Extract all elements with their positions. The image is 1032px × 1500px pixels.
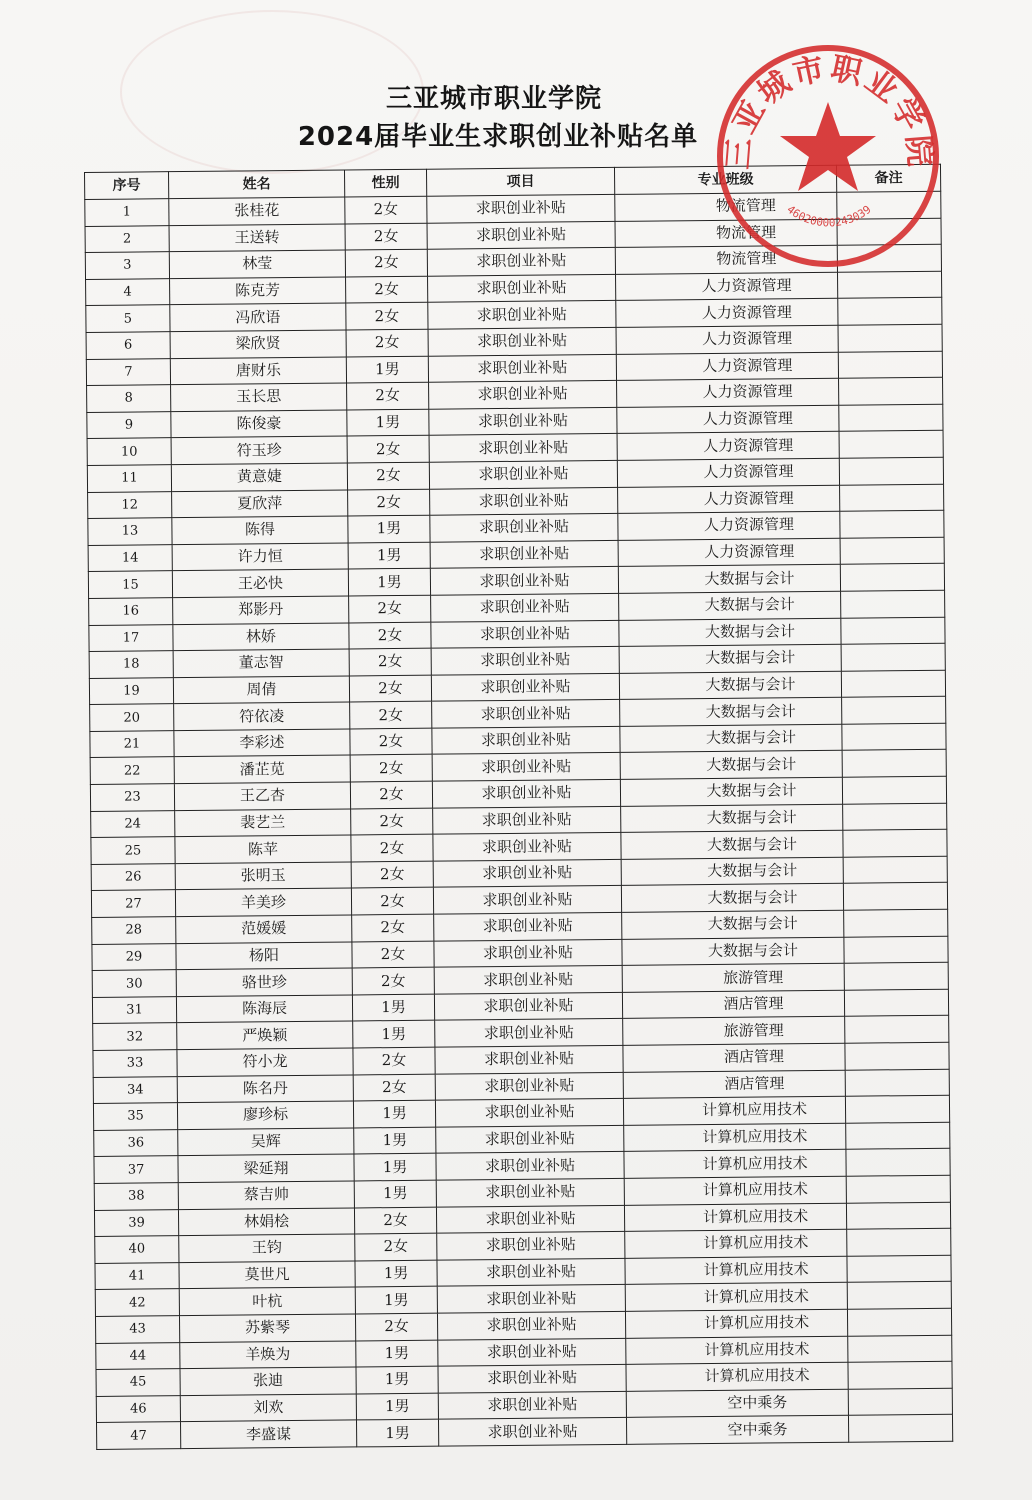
cell-item: 求职创业补贴 [427, 221, 615, 249]
cell-no: 33 [93, 1050, 177, 1077]
cell-item: 求职创业补贴 [429, 381, 617, 409]
cell-major: 计算机应用技术 [625, 1229, 847, 1258]
cell-no: 28 [92, 917, 176, 944]
cell-no: 11 [87, 465, 171, 492]
cell-no: 34 [93, 1076, 177, 1103]
cell-major: 计算机应用技术 [624, 1176, 846, 1205]
cell-no: 37 [94, 1156, 178, 1183]
cell-remark [838, 298, 942, 326]
cell-item: 求职创业补贴 [436, 1205, 624, 1233]
cell-major: 物流管理 [615, 192, 837, 221]
cell-major: 人力资源管理 [617, 378, 839, 407]
cell-name: 苏紫琴 [179, 1314, 355, 1342]
cell-name: 范媛媛 [176, 915, 352, 943]
cell-remark [840, 484, 944, 512]
table-container [84, 164, 953, 1450]
cell-item: 求职创业补贴 [435, 1072, 623, 1100]
cell-major: 人力资源管理 [618, 485, 840, 514]
cell-item: 求职创业补贴 [429, 407, 617, 435]
cell-item: 求职创业补贴 [432, 700, 620, 728]
cell-gender: 2女 [346, 329, 428, 356]
cell-item: 求职创业补贴 [430, 540, 618, 568]
cell-item: 求职创业补贴 [428, 327, 616, 355]
cell-item: 求职创业补贴 [437, 1232, 625, 1260]
cell-gender: 2女 [347, 462, 429, 489]
header-no: 序号 [85, 172, 169, 200]
cell-major: 空中乘务 [626, 1416, 848, 1445]
cell-name: 裴艺兰 [175, 809, 351, 837]
cell-name: 唐财乐 [170, 357, 346, 385]
cell-item: 求职创业补贴 [435, 1019, 623, 1047]
cell-remark [840, 564, 944, 592]
cell-gender: 1男 [356, 1419, 438, 1446]
cell-item: 求职创业补贴 [432, 753, 620, 781]
cell-gender: 2女 [349, 622, 431, 649]
cell-remark [844, 962, 948, 990]
cell-no: 13 [88, 518, 172, 545]
cell-item: 求职创业补贴 [433, 859, 621, 887]
cell-item: 求职创业补贴 [431, 646, 619, 674]
official-seal [712, 40, 944, 272]
cell-no: 15 [88, 571, 172, 598]
cell-major: 大数据与会计 [619, 618, 841, 647]
cell-gender: 1男 [354, 1154, 436, 1181]
cell-remark [842, 697, 946, 725]
cell-gender: 2女 [355, 1313, 437, 1340]
cell-item: 求职创业补贴 [428, 301, 616, 329]
cell-item: 求职创业补贴 [435, 1099, 623, 1127]
cell-name: 郑影丹 [173, 596, 349, 624]
cell-major: 计算机应用技术 [625, 1283, 847, 1312]
cell-name: 林娟桧 [178, 1208, 354, 1236]
cell-major: 物流管理 [615, 245, 837, 274]
cell-no: 1 [85, 199, 169, 226]
cell-major: 大数据与会计 [619, 671, 841, 700]
cell-remark [843, 883, 947, 911]
cell-name: 潘芷苋 [174, 755, 350, 783]
cell-major: 物流管理 [615, 219, 837, 248]
cell-name: 符小龙 [177, 1048, 353, 1076]
cell-major: 旅游管理 [622, 963, 844, 992]
cell-item: 求职创业补贴 [438, 1391, 626, 1419]
cell-item: 求职创业补贴 [428, 274, 616, 302]
cell-item: 求职创业补贴 [437, 1285, 625, 1313]
cell-no: 14 [88, 544, 172, 571]
cell-major: 计算机应用技术 [624, 1203, 846, 1232]
cell-item: 求职创业补贴 [427, 248, 615, 276]
cell-no: 43 [95, 1316, 179, 1343]
cell-name: 王乙杏 [174, 782, 350, 810]
cell-major: 大数据与会计 [618, 565, 840, 594]
cell-remark [842, 750, 946, 778]
cell-no: 9 [87, 411, 171, 438]
cell-item: 求职创业补贴 [438, 1418, 626, 1446]
cell-gender: 1男 [355, 1260, 437, 1287]
cell-name: 羊美珍 [175, 888, 351, 916]
cell-item: 求职创业补贴 [438, 1364, 626, 1392]
cell-name: 冯欣语 [170, 303, 346, 331]
cell-item: 求职创业补贴 [437, 1311, 625, 1339]
cell-name: 陈俊豪 [171, 410, 347, 438]
cell-item: 求职创业补贴 [433, 806, 621, 834]
cell-item: 求职创业补贴 [436, 1152, 624, 1180]
cell-item: 求职创业补贴 [430, 514, 618, 542]
cell-no: 39 [94, 1209, 178, 1236]
cell-item: 求职创业补贴 [438, 1338, 626, 1366]
cell-major: 大数据与会计 [621, 857, 843, 886]
cell-gender: 2女 [347, 382, 429, 409]
cell-remark [838, 351, 942, 379]
cell-gender: 2女 [351, 888, 433, 915]
cell-major: 空中乘务 [626, 1389, 848, 1418]
header-item: 项目 [426, 167, 614, 196]
cell-item: 求职创业补贴 [429, 460, 617, 488]
cell-gender: 1男 [355, 1287, 437, 1314]
cell-remark [844, 909, 948, 937]
cell-gender: 2女 [349, 595, 431, 622]
cell-remark [845, 1069, 949, 1097]
cell-name: 陈克芳 [170, 277, 346, 305]
cell-remark [847, 1308, 951, 1336]
cell-major: 酒店管理 [623, 1070, 845, 1099]
cell-remark [841, 617, 945, 645]
cell-remark [848, 1361, 952, 1389]
cell-name: 符依凌 [174, 702, 350, 730]
cell-gender: 1男 [352, 994, 434, 1021]
cell-gender: 2女 [349, 675, 431, 702]
cell-remark [839, 457, 943, 485]
cell-name: 羊焕为 [180, 1340, 356, 1368]
cell-item: 求职创业补贴 [434, 992, 622, 1020]
cell-remark [846, 1175, 950, 1203]
cell-item: 求职创业补贴 [436, 1125, 624, 1153]
cell-name: 林莹 [169, 250, 345, 278]
cell-remark [843, 856, 947, 884]
cell-remark [844, 989, 948, 1017]
cell-item: 求职创业补贴 [430, 567, 618, 595]
cell-remark [843, 829, 947, 857]
cell-name: 廖珍标 [177, 1101, 353, 1129]
cell-gender: 2女 [347, 436, 429, 463]
cell-no: 21 [90, 731, 174, 758]
cell-name: 符玉珍 [171, 436, 347, 464]
cell-no: 46 [96, 1395, 180, 1422]
table-body [85, 191, 953, 1449]
cell-item: 求职创业补贴 [435, 1045, 623, 1073]
cell-no: 5 [86, 305, 170, 332]
cell-name: 黄意婕 [171, 463, 347, 491]
cell-no: 26 [91, 864, 175, 891]
cell-gender: 2女 [346, 303, 428, 330]
cell-remark [843, 803, 947, 831]
cell-remark [837, 271, 941, 299]
cell-major: 计算机应用技术 [624, 1123, 846, 1152]
cell-no: 47 [97, 1422, 181, 1449]
cell-no: 3 [85, 252, 169, 279]
cell-item: 求职创业补贴 [427, 194, 615, 222]
cell-gender: 2女 [348, 489, 430, 516]
cell-no: 41 [95, 1262, 179, 1289]
cell-no: 45 [96, 1369, 180, 1396]
cell-item: 求职创业补贴 [434, 939, 622, 967]
cell-item: 求职创业补贴 [431, 593, 619, 621]
cell-remark [840, 537, 944, 565]
cell-major: 大数据与会计 [620, 724, 842, 753]
cell-remark [839, 431, 943, 459]
cell-name: 莫世凡 [179, 1261, 355, 1289]
cell-gender: 2女 [352, 941, 434, 968]
cell-major: 大数据与会计 [620, 751, 842, 780]
cell-remark [839, 377, 943, 405]
cell-major: 计算机应用技术 [626, 1362, 848, 1391]
cell-gender: 1男 [356, 1366, 438, 1393]
cell-no: 18 [89, 651, 173, 678]
cell-name: 玉长思 [171, 383, 347, 411]
cell-name: 张迪 [180, 1367, 356, 1395]
document-title: 三亚城市职业学院 [385, 84, 602, 114]
cell-major: 人力资源管理 [617, 432, 839, 461]
cell-no: 31 [92, 996, 176, 1023]
cell-no: 38 [94, 1183, 178, 1210]
cell-gender: 1男 [348, 569, 430, 596]
cell-item: 求职创业补贴 [437, 1258, 625, 1286]
cell-gender: 1男 [347, 409, 429, 436]
subsidy-table [84, 164, 953, 1450]
cell-name: 陈海辰 [176, 995, 352, 1023]
cell-name: 李盛谋 [181, 1420, 357, 1448]
cell-name: 夏欣萍 [172, 490, 348, 518]
cell-name: 梁延翔 [178, 1154, 354, 1182]
cell-major: 人力资源管理 [616, 272, 838, 301]
cell-no: 27 [91, 890, 175, 917]
cell-remark [846, 1202, 950, 1230]
cell-item: 求职创业补贴 [434, 966, 622, 994]
cell-gender: 2女 [351, 808, 433, 835]
cell-gender: 2女 [353, 1047, 435, 1074]
cell-major: 人力资源管理 [616, 299, 838, 328]
cell-no: 23 [90, 784, 174, 811]
cell-name: 杨阳 [176, 942, 352, 970]
cell-item: 求职创业补贴 [430, 487, 618, 515]
cell-name: 董志智 [173, 649, 349, 677]
cell-name: 陈名丹 [177, 1075, 353, 1103]
cell-no: 35 [93, 1103, 177, 1130]
cell-no: 10 [87, 438, 171, 465]
cell-gender: 2女 [350, 755, 432, 782]
cell-no: 6 [86, 332, 170, 359]
cell-major: 大数据与会计 [621, 830, 843, 859]
cell-major: 大数据与会计 [621, 804, 843, 833]
cell-name: 王送转 [169, 224, 345, 252]
cell-remark [847, 1255, 951, 1283]
cell-name: 王钧 [179, 1234, 355, 1262]
cell-item: 求职创业补贴 [434, 912, 622, 940]
cell-major: 计算机应用技术 [624, 1150, 846, 1179]
cell-remark [842, 776, 946, 804]
cell-no: 20 [90, 704, 174, 731]
cell-major: 酒店管理 [622, 990, 844, 1019]
cell-remark [845, 1042, 949, 1070]
cell-no: 36 [94, 1129, 178, 1156]
cell-remark [842, 723, 946, 751]
header-remark: 备注 [836, 164, 940, 192]
cell-major: 大数据与会计 [621, 884, 843, 913]
cell-no: 25 [91, 837, 175, 864]
cell-gender: 2女 [345, 223, 427, 250]
cell-gender: 1男 [353, 1100, 435, 1127]
cell-remark [848, 1415, 952, 1443]
cell-major: 人力资源管理 [616, 352, 838, 381]
cell-major: 旅游管理 [623, 1017, 845, 1046]
cell-name: 许力恒 [172, 543, 348, 571]
cell-no: 29 [92, 943, 176, 970]
cell-name: 叶杭 [179, 1287, 355, 1315]
cell-gender: 1男 [353, 1021, 435, 1048]
cell-name: 吴辉 [178, 1128, 354, 1156]
cell-gender: 1男 [346, 356, 428, 383]
cell-remark [841, 670, 945, 698]
cell-name: 张明玉 [175, 862, 351, 890]
cell-remark [841, 590, 945, 618]
cell-name: 张桂花 [169, 197, 345, 225]
cell-gender: 2女 [352, 914, 434, 941]
cell-major: 人力资源管理 [616, 325, 838, 354]
cell-item: 求职创业补贴 [429, 434, 617, 462]
seal-code: 4602000024303​9 [784, 202, 874, 230]
cell-remark [846, 1149, 950, 1177]
cell-no: 2 [85, 225, 169, 252]
cell-major: 计算机应用技术 [623, 1096, 845, 1125]
cell-name: 严焕颖 [177, 1021, 353, 1049]
cell-item: 求职创业补贴 [428, 354, 616, 382]
cell-major: 大数据与会计 [622, 937, 844, 966]
cell-name: 林娇 [173, 622, 349, 650]
cell-gender: 1男 [348, 515, 430, 542]
cell-name: 李彩述 [174, 729, 350, 757]
seal-text: 三亚城市职业学院 [719, 50, 939, 171]
cell-remark [840, 510, 944, 538]
cell-gender: 2女 [351, 834, 433, 861]
cell-no: 40 [95, 1236, 179, 1263]
cell-no: 32 [93, 1023, 177, 1050]
cell-name: 刘欢 [180, 1394, 356, 1422]
cell-item: 求职创业补贴 [432, 779, 620, 807]
cell-no: 17 [89, 624, 173, 651]
cell-major: 计算机应用技术 [625, 1309, 847, 1338]
cell-major: 大数据与会计 [622, 910, 844, 939]
cell-name: 骆世珍 [176, 968, 352, 996]
cell-no: 19 [89, 677, 173, 704]
cell-gender: 2女 [352, 967, 434, 994]
cell-gender: 1男 [356, 1393, 438, 1420]
cell-major: 大数据与会计 [620, 698, 842, 727]
cell-no: 16 [89, 598, 173, 625]
cell-major: 人力资源管理 [617, 405, 839, 434]
document-subtitle: 2024届毕业生求职创业补贴名单 [297, 122, 699, 152]
cell-major: 酒店管理 [623, 1043, 845, 1072]
cell-remark [847, 1282, 951, 1310]
cell-item: 求职创业补贴 [433, 886, 621, 914]
star-icon [780, 102, 876, 191]
cell-gender: 2女 [345, 196, 427, 223]
cell-major: 计算机应用技术 [626, 1336, 848, 1365]
cell-gender: 2女 [350, 728, 432, 755]
cell-gender: 2女 [353, 1074, 435, 1101]
cell-gender: 1男 [354, 1127, 436, 1154]
cell-gender: 2女 [349, 648, 431, 675]
cell-name: 梁欣贤 [170, 330, 346, 358]
cell-major: 大数据与会计 [620, 777, 842, 806]
cell-gender: 1男 [356, 1340, 438, 1367]
cell-remark [838, 324, 942, 352]
cell-remark [847, 1228, 951, 1256]
cell-major: 大数据与会计 [619, 591, 841, 620]
cell-gender: 2女 [355, 1233, 437, 1260]
cell-no: 8 [87, 385, 171, 412]
cell-no: 7 [86, 358, 170, 385]
header-name: 姓名 [169, 170, 345, 199]
cell-no: 22 [90, 757, 174, 784]
cell-major: 人力资源管理 [617, 458, 839, 487]
cell-name: 王必快 [172, 569, 348, 597]
cell-remark [846, 1122, 950, 1150]
header-gender: 性别 [344, 169, 426, 197]
cell-no: 42 [95, 1289, 179, 1316]
cell-gender: 2女 [354, 1207, 436, 1234]
cell-no: 30 [92, 970, 176, 997]
cell-name: 蔡吉帅 [178, 1181, 354, 1209]
cell-remark [839, 404, 943, 432]
cell-item: 求职创业补贴 [431, 620, 619, 648]
cell-gender: 2女 [350, 701, 432, 728]
header-major: 专业班级 [614, 165, 836, 194]
cell-no: 44 [96, 1342, 180, 1369]
cell-remark [845, 1095, 949, 1123]
cell-remark [848, 1335, 952, 1363]
cell-gender: 2女 [351, 861, 433, 888]
cell-name: 陈苹 [175, 835, 351, 863]
cell-gender: 1男 [348, 542, 430, 569]
cell-no: 4 [86, 278, 170, 305]
cell-remark [848, 1388, 952, 1416]
cell-no: 24 [91, 810, 175, 837]
cell-remark [845, 1016, 949, 1044]
cell-item: 求职创业补贴 [433, 833, 621, 861]
cell-item: 求职创业补贴 [436, 1178, 624, 1206]
cell-gender: 1男 [354, 1180, 436, 1207]
cell-gender: 2女 [345, 249, 427, 276]
cell-gender: 2女 [350, 781, 432, 808]
cell-name: 陈得 [172, 516, 348, 544]
cell-item: 求职创业补贴 [432, 726, 620, 754]
cell-major: 大数据与会计 [619, 644, 841, 673]
cell-name: 周倩 [173, 676, 349, 704]
cell-item: 求职创业补贴 [431, 673, 619, 701]
cell-no: 12 [88, 491, 172, 518]
cell-major: 人力资源管理 [618, 538, 840, 567]
cell-major: 人力资源管理 [618, 511, 840, 540]
cell-gender: 2女 [346, 276, 428, 303]
cell-major: 计算机应用技术 [625, 1256, 847, 1285]
cell-remark [844, 936, 948, 964]
cell-remark [841, 643, 945, 671]
